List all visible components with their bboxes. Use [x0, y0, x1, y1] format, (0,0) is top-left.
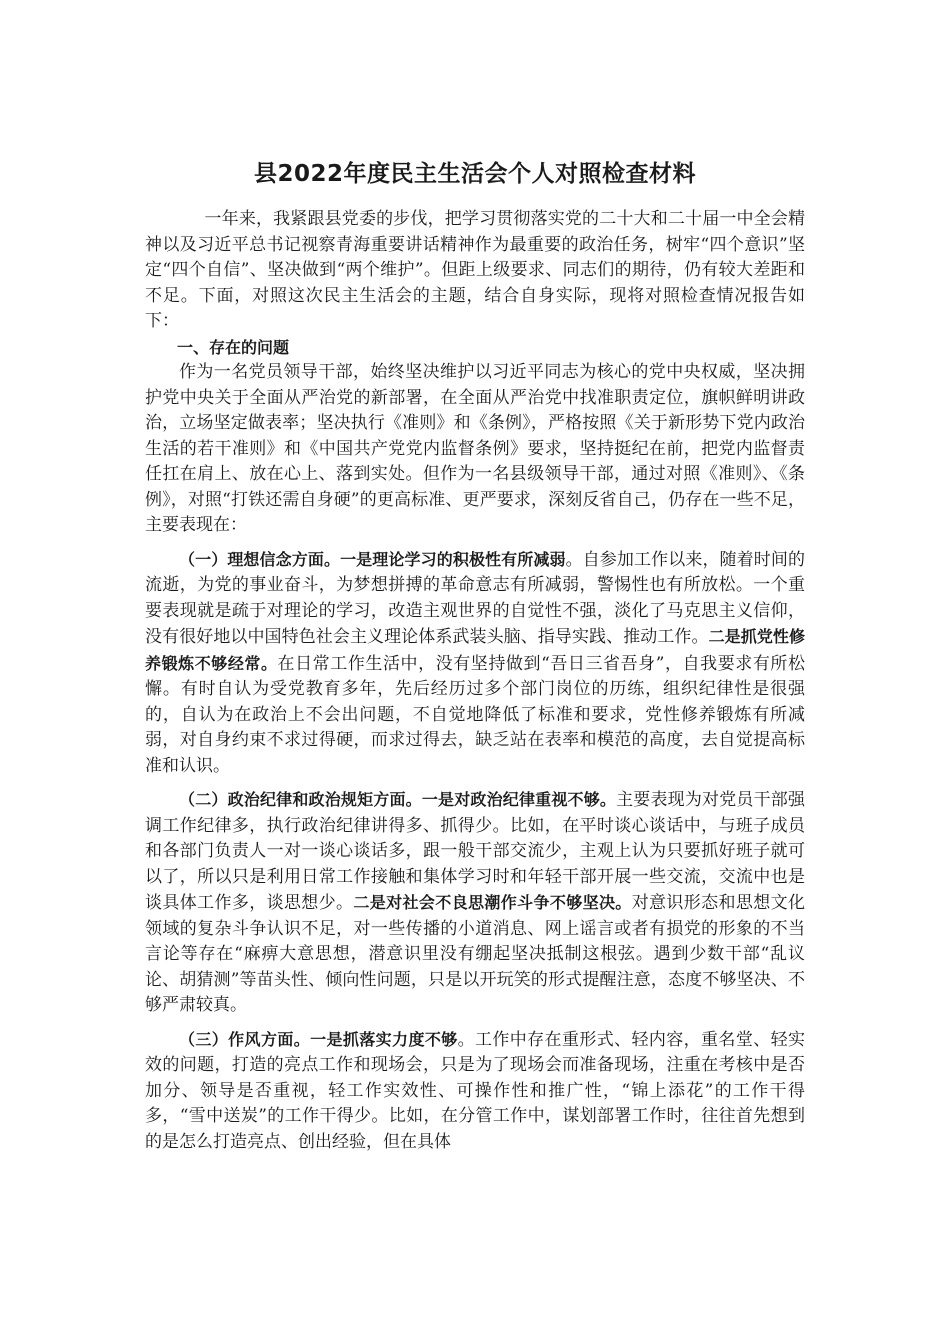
intro-paragraph: 一年来，我紧跟县党委的步伐，把学习贯彻落实党的二十大和二十届一中全会精神以及习近平总书记视察青海重要讲话精神作为最重要的政治任务，树牢“四个意识”坚定“四个自信”、坚决做到“两个维护”。但距上级要求、同志们的期待，仍有较大差距和不足。下面，对照这次民主生活会的主题，结合自身实际，现将对照检查情况报告如下： [145, 209, 805, 331]
paragraph-text: 。工作中存在重形式、轻内容，重名堂、轻实效的问题，打造的亮点工作和现场会，只是为了现场会而准备现场，注重在考核中是否加分、领导是否重视，轻工作实效性、可操作性和推广性，“锦上添花”的工作干得多，“雪中送炭”的工作干得少。比如，在分管工作中，谋划部署工作时，往往首先想到的是怎么打造亮点、创出经验，但在具体 [145, 1029, 805, 1152]
paragraph-lead-2: 二是对社会不良思潮作斗争不够坚决。 [353, 893, 632, 912]
document-title: 县2022年度民主生活会个人对照检查材料 [253, 161, 696, 187]
paragraph-text-2: 对意识形态和思想文化领域的复杂斗争认识不足，对一些传播的小道消息、网上谣言或者有损党的形象的不当言论等存在“麻痹大意思想，潜意识里没有绷起坚决抵制这根弦。遇到少数干部“乱议论、胡猜测”等苗头性、倾向性问题，只是以开玩笑的形式提醒注意，态度不够坚决、不够严肃较真。 [145, 893, 805, 1015]
document-body [145, 207, 805, 1155]
section-intro-paragraph: 作为一名党员领导干部，始终坚决维护以习近平同志为核心的党中央权威，坚决拥护党中央关于全面从严治党的新部署，在全面从严治党中找准职责定位，旗帜鲜明讲政治，立场坚定做表率；坚决执行《准则》和《条例》，严格按照《关于新形势下党内政治生活的若干准则》和《中国共产党党内监督条例》要求，坚持挺纪在前，把党内监督责任扛在肩上、放在心上、落到实处。但作为一名县级领导干部，通过对照《准则》、《条例》，对照“打铁还需自身硬”的更高标准、更严要求，深刻反省自己，仍存在一些不足，主要表现在： [145, 362, 805, 535]
paragraph-ideals [145, 547, 805, 780]
paragraph-text: 。自参加工作以来，随着时间的流逝，为党的事业奋斗，为梦想拼搏的革命意志有所减弱，警惕性也有所放松。一个重要表现就是疏于对理论的学习，改造主观世界的自觉性不强，淡化了马克思主义信仰，没有很好地以中国特色社会主义理论体系武装头脑、指导实践、推动工作。 [145, 549, 805, 647]
paragraph-lead: （二）政治纪律和政治规矩方面。一是对政治纪律重视不够。 [179, 790, 617, 809]
paragraph-lead: （三）作风方面。一是抓落实力度不够 [179, 1029, 458, 1049]
paragraph-style [145, 1027, 805, 1156]
paragraph-discipline [145, 787, 805, 1019]
paragraph-lead-2: 二是抓党性修养锻炼不够经常。 [145, 627, 805, 673]
section-heading: 一、存在的问题 [177, 337, 290, 357]
paragraph-lead: （一）理想信念方面。一是理论学习的积极性有所减弱 [179, 549, 566, 569]
paragraph-text-2: 在日常工作生活中，没有坚持做到“吾日三省吾身”，自我要求有所松懈。有时自认为受党教育多年，先后经历过多个部门岗位的历练，组织纪律性是很强的，自认为在政治上不会出问题，不自觉地降低了标准和要求，党性修养锻炼有所减弱，对自身约束不求过得硬，而求过得去，缺乏站在表率和模范的高度，去自觉提高标准和认识。 [145, 653, 805, 776]
paragraph-text: 主要表现为对党员干部强调工作纪律多，执行政治纪律讲得多、抓得少。比如，在平时谈心谈话中，与班子成员和各部门负责人一对一谈心谈话多，跟一般干部交流少，主观上认为只要抓好班子就可以了，所以只是利用日常工作接触和集体学习时和年轻干部开展一些交流，交流中也是谈具体工作多，谈思想少。 [145, 790, 805, 913]
